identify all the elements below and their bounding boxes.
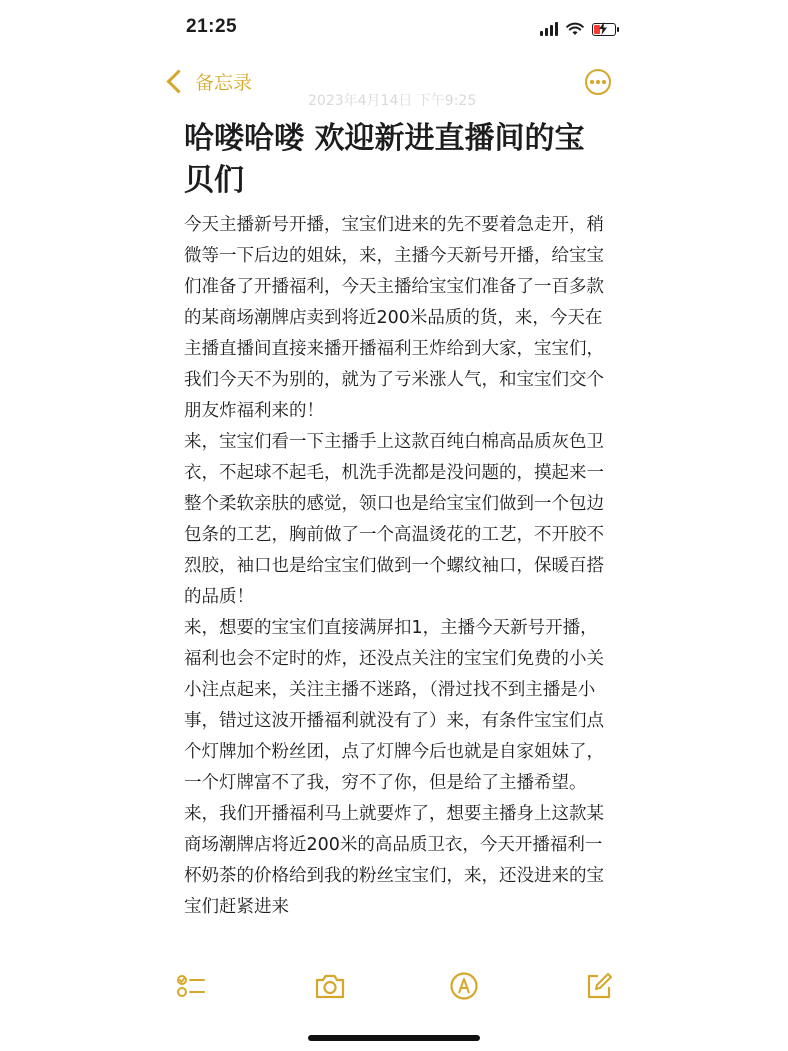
wifi-icon xyxy=(566,22,584,36)
status-time: 21:25 xyxy=(186,16,238,37)
note-paragraph[interactable]: 来，我们开播福利马上就要炸了，想要主播身上这款某商场潮牌店将近200米的高品质卫衣，今天开播福利一杯奶茶的价格给到我的粉丝宝宝们，来，还没进来的宝宝们赶紧进来 xyxy=(184,804,604,917)
note-title[interactable]: 哈喽哈喽 欢迎新进直播间的宝贝们 xyxy=(184,121,585,198)
checklist-button[interactable] xyxy=(176,971,206,1001)
compose-icon xyxy=(584,971,614,1001)
note-body[interactable] xyxy=(184,210,604,923)
checklist-icon xyxy=(176,971,206,1001)
note-paragraph[interactable]: 今天主播新号开播，宝宝们进来的先不要着急走开，稍微等一下后边的姐妹，来，主播今天新号开播，给宝宝们准备了开播福利，今天主播给宝宝们准备了一百多款的某商场潮牌店卖到将近200米品质的货，来，今天在主播直播间直接来播开播福利王炸给到大家，宝宝们，我们今天不为别的，就为了亏米涨人气，和宝宝们交个朋友炸福利来的！ xyxy=(184,215,604,421)
more-dot-icon xyxy=(590,80,594,84)
bottom-toolbar xyxy=(0,965,788,1009)
cellular-signal-icon xyxy=(540,22,558,36)
back-button[interactable] xyxy=(164,68,252,95)
chevron-left-icon xyxy=(166,69,190,93)
more-dot-icon xyxy=(596,80,600,84)
camera-icon xyxy=(314,971,346,1001)
note-paragraph[interactable]: 来，想要的宝宝们直接满屏扣1，主播今天新号开播，福利也会不定时的炸，还没点关注的宝宝们免费的小关小注点起来，关注主播不迷路，（滑过找不到主播是小事，错过这波开播福利就没有了）来，有条件宝宝们点个灯牌加个粉丝团，点了灯牌今后也就是自家姐妹了，一个灯牌富不了我，穷不了你，但是给了主播希望。 xyxy=(184,618,604,793)
compose-button[interactable] xyxy=(584,971,614,1001)
markup-button[interactable] xyxy=(449,971,479,1001)
note-content[interactable] xyxy=(184,118,604,923)
more-options-button[interactable] xyxy=(585,69,611,95)
more-dot-icon xyxy=(602,80,606,84)
markup-icon xyxy=(449,971,479,1001)
status-bar xyxy=(0,0,788,58)
nav-bar xyxy=(0,58,788,110)
camera-button[interactable] xyxy=(314,971,344,1001)
status-icons xyxy=(540,19,616,39)
note-paragraph[interactable]: 来，宝宝们看一下主播手上这款百纯白棉高品质灰色卫衣，不起球不起毛，机洗手洗都是没问题的，摸起来一整个柔软亲肤的感觉，领口也是给宝宝们做到一个包边包条的工艺，胸前做了一个高温烫花的工艺，不开胶不烈胶，袖口也是给宝宝们做到一个螺纹袖口，保暖百搭的品质！ xyxy=(184,432,604,607)
note-date: 2023年4月14日 下午9:25 xyxy=(308,93,477,109)
back-button-label: 备忘录 xyxy=(195,72,253,94)
battery-icon xyxy=(592,23,616,36)
home-indicator[interactable] xyxy=(308,1035,480,1041)
